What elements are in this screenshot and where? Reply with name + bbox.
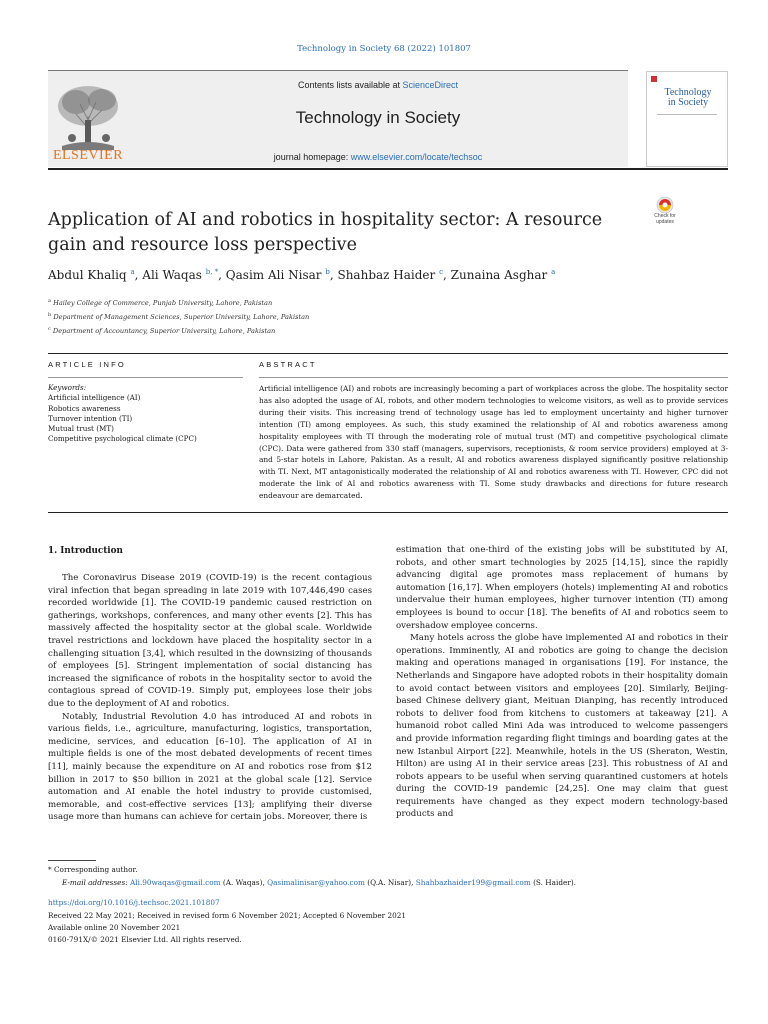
body-column-right xyxy=(396,544,728,821)
article-info-top-rule xyxy=(48,353,728,354)
email-owner: (Q.A. Nisar), xyxy=(364,878,416,887)
journal-cover-thumbnail[interactable] xyxy=(646,71,728,167)
author-list: Abdul Khaliq $^a$, Ali Waqas $^{b, *}$, Qasim Ali Nisar $^b$, Shahbaz Haider $^c$, Zunaina Asghar $^a$ xyxy=(48,268,556,282)
header-bottom-rule xyxy=(48,168,728,170)
journal-homepage-line xyxy=(138,152,618,162)
section-heading-introduction: 1. Introduction xyxy=(48,546,123,556)
affiliation-label: c xyxy=(48,326,51,333)
affiliation-text: Department of Management Sciences, Superior University, Lahore, Pakistan xyxy=(53,313,310,322)
keyword: Robotics awareness xyxy=(48,403,121,413)
available-online-date: Available online 20 November 2021 xyxy=(48,923,181,932)
email-addresses xyxy=(62,878,728,887)
keywords-label: Keywords: xyxy=(48,383,87,392)
keyword: Artificial intelligence (AI) xyxy=(48,393,141,403)
email-link[interactable]: Ali.90waqas@gmail.com xyxy=(130,878,221,887)
affiliation-label: a xyxy=(48,298,51,304)
body-paragraph: The Coronavirus Disease 2019 (COVID-19) is the recent contagious viral infection that began spreading in late 2019 with 107,446,490 cases recorded worldwide [1]. The COVID-19 pandemic caused restriction on gatherings, workshops, conferences, and many other events [2]. This has massively affected the hospitality sector at the global scale. Worldwide travel restrictions and lockdown have placed the hospitality sector in a challenging situation [3,4], which resulted in the downsizing of thousands of employees [5]. Stringent implementation of social distancing has increased the significance of robots in the hospitality sector to avoid the contagious spread of COVID-19. Simply put, employees lose their jobs due to the deployment of AI and robotics. xyxy=(48,573,372,709)
affiliation-list xyxy=(48,295,728,338)
author[interactable]: Shahbaz Haider xyxy=(337,268,436,282)
paper-title: Application of AI and robotics in hospitality sector: A resource gain and resource loss perspective xyxy=(48,210,603,255)
author[interactable]: Ali Waqas xyxy=(142,268,202,282)
affiliation-text: Hailey College of Commerce, Punjab University, Lahore, Pakistan xyxy=(53,299,273,308)
cover-title-line-2: in Society xyxy=(667,97,709,108)
keyword: Competitive psychological climate (CPC) xyxy=(48,434,197,444)
abstract-text: Artificial intelligence (AI) and robots are increasingly becoming a part of workplaces across the globe. The hospitality sector has also adopted the usage of AI, robots, and other modern technologies to welcome visitors, as well as to provide services during their visits. This increasing trend of technology usage has led to employment uncertainty and higher turnover intention (TI) among employees. As such, this study examined the relationship of AI and robotics awareness among hospitality employees with TI through the moderating role of mutual trust (MT) and competitive psychological climate (CPC). Data were gathered from 330 staff (managers, supervisors, receptionists, & room service providers) employed at 3- and 5-star hotels in Lahore, Pakistan. As a result, AI and robotics awareness displayed significantly positive relationship with TI. Next, MT antagonistically moderated the relationship of AI and robotics awareness with TI. However, CPC did not moderate the link of AI and robotics awareness with TI. Some study drawbacks and directions for future research endeavour are demarcated. xyxy=(259,384,728,501)
affiliation-marker[interactable]: b xyxy=(325,268,330,276)
journal-reference-link[interactable]: Technology in Society 68 (2022) 101807 xyxy=(297,44,471,54)
affiliation xyxy=(48,309,728,323)
affiliation xyxy=(48,295,728,309)
publisher-wordmark: ELSEVIER xyxy=(52,148,124,163)
copyright-notice: 0160-791X/© 2021 Elsevier Ltd. All rights reserved. xyxy=(48,935,242,944)
article-info-heading: ARTICLE INFO xyxy=(48,360,126,369)
affiliation-text: Department of Accountancy, Superior University, Lahore, Pakistan xyxy=(52,327,276,336)
sciencedirect-link[interactable]: ScienceDirect xyxy=(402,80,459,90)
contents-availability-line xyxy=(138,80,618,90)
email-link[interactable]: Shahbazhaider199@gmail.com xyxy=(415,878,531,887)
check-for-updates-label[interactable]: Check for updates xyxy=(654,213,676,225)
body-paragraph: Notably, Industrial Revolution 4.0 has introduced AI and robots in various fields, i.e., agriculture, manufacturing, logistics, transportation, medicine, services, and education [6–10]. The application of AI in multiple fields is one of the most debated developments of recent times [11], mainly because the expenditure on AI and robotics rose from $12 billion in 2017 to $50 billion in 2021 at the global scale [12]. Service automation and AI enable the hotel industry to provide customised, memorable, and cost-effective services [13]; amplifying their diverse usage more than humans can achieve for certain jobs. Moreover, there is xyxy=(48,711,372,823)
affiliation-marker[interactable]: b, * xyxy=(205,268,219,276)
affiliation-label: b xyxy=(48,312,52,319)
email-owner: (S. Haider). xyxy=(530,878,576,887)
affiliation xyxy=(48,323,728,337)
affiliation-marker[interactable]: c xyxy=(439,268,444,276)
journal-homepage-link[interactable]: www.elsevier.com/locate/techsoc xyxy=(350,152,483,162)
body-paragraph: Many hotels across the globe have implemented AI and robotics in their operations. Imminently, AI and robotics are going to change the decision making and operations managed in organisations [19]. For instance, the Netherlands and Singapore have adopted robots in their hospitality domain to avoid contact between visitors and employees [20]. Similarly, Beijing-based Chinese delivery giant, Meituan Dianping, has recently introduced robots to deliver food from kitchens to customers at takeaway [21]. A humanoid robot called Mini Ada was introduced to welcome passengers and provide information regarding flight timings and boarding gates at the new Istanbul Airport [22]. Meanwhile, hotels in the US (Sheraton, Westin, Hilton) are using AI in their service areas [23]. This robustness of AI and robots appears to be useful when serving quarantined customers at hotels during the COVID-19 pandemic [24,25]. One may claim that guest requirements have changed as they expect modern technology-based products and xyxy=(396,633,728,820)
body-column-left xyxy=(48,572,372,824)
affiliation-marker[interactable]: a xyxy=(130,268,135,276)
author[interactable]: Qasim Ali Nisar xyxy=(225,268,322,282)
footnote-rule xyxy=(48,860,96,861)
keyword-list xyxy=(48,383,243,445)
keyword: Turnover intention (TI) xyxy=(48,413,133,423)
abstract-heading: ABSTRACT xyxy=(259,360,317,369)
email-link[interactable]: Qasimalinisar@yahoo.com xyxy=(267,878,365,887)
cover-logo-mark xyxy=(651,76,657,82)
email-label: E-mail addresses: xyxy=(62,878,131,887)
corresponding-author-note: * Corresponding author. xyxy=(48,865,138,874)
keyword: Mutual trust (MT) xyxy=(48,424,114,434)
article-info-rule xyxy=(48,377,243,378)
author[interactable]: Zunaina Asghar xyxy=(450,268,548,282)
homepage-prefix: journal homepage: xyxy=(273,152,351,162)
cover-title xyxy=(649,88,727,108)
cover-rule xyxy=(657,114,717,115)
doi-link[interactable]: https://doi.org/10.1016/j.techsoc.2021.101807 xyxy=(48,898,220,907)
cover-title-line-1: Technology xyxy=(664,87,712,98)
received-dates: Received 22 May 2021; Received in revised form 6 November 2021; Accepted 6 November 2021 xyxy=(48,911,407,920)
author[interactable]: Abdul Khaliq xyxy=(48,268,127,282)
journal-title: Technology in Society xyxy=(295,108,461,127)
abstract-bottom-rule xyxy=(48,512,728,513)
abstract-rule xyxy=(259,377,728,378)
contents-prefix: Contents lists available at xyxy=(297,80,403,90)
affiliation-marker[interactable]: a xyxy=(551,268,556,276)
email-owner: (A. Waqas), xyxy=(220,878,268,887)
body-paragraph: estimation that one-third of the existing jobs will be substituted by AI, robots, and other smart technologies by 2025 [14,15], since the rapidly advancing digital age promotes mass replacement of humans by automation [16,17]. When employers (hotels) implementing AI and robotics undervalue their human employees, higher turnover intention (TI) among employees is bound to occur [18]. The benefits of AI and robotics seem to overshadow employee concerns. xyxy=(396,545,728,631)
